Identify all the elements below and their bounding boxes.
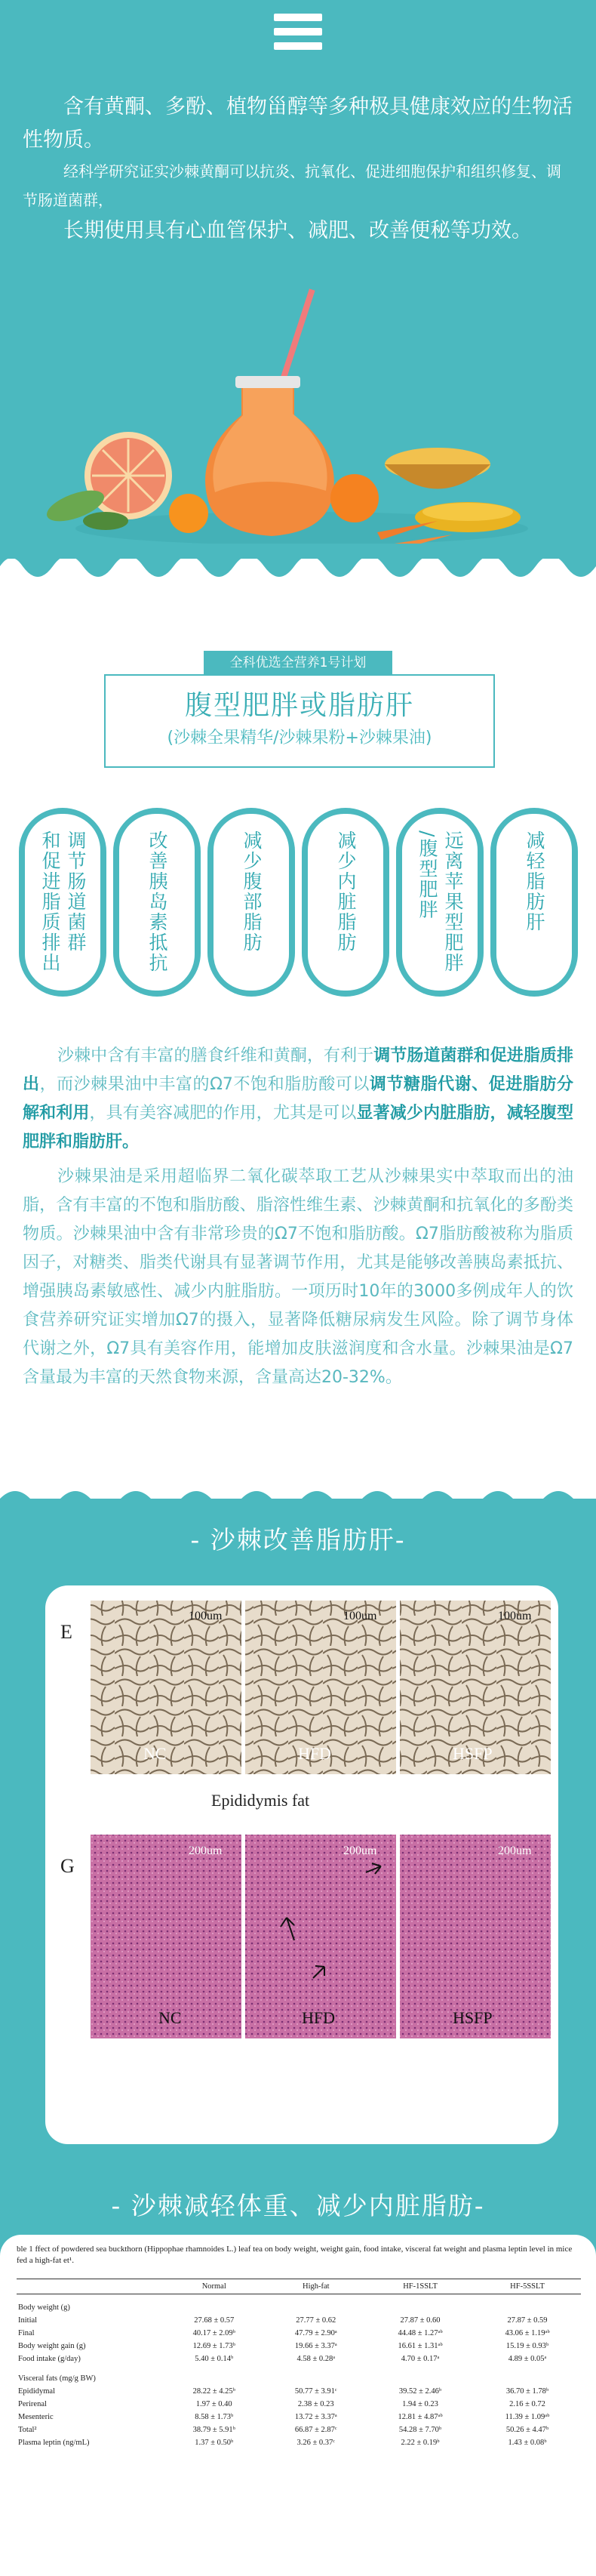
table-cell: Plasma leptin (ng/mL) [18,2439,90,2447]
plan-subtitle: (沙棘全果精华/沙棘果粉+沙棘果油) [167,729,432,747]
table-row [17,2353,581,2365]
table-cell: 2.16 ± 0.72 [509,2400,545,2408]
group-title: Visceral fats (mg/g BW) [18,2374,96,2383]
table-cell: 4.89 ± 0.05ᵃ [508,2355,547,2363]
benefit-pill [19,808,106,997]
table-cell: 27.87 ± 0.60 [400,2316,441,2325]
table-cell: 3.26 ± 0.37ᶜ [296,2439,335,2447]
table-row [17,2340,581,2353]
group-label: HFD [298,1744,332,1763]
article-highlight: 显著减少内脏脂肪，减轻腹型肥胖和脂肪肝。 [23,1104,573,1151]
table-cell: 1.37 ± 0.50ᵇ [195,2439,234,2447]
table-row [17,2314,581,2327]
table-row [17,2398,581,2411]
table-cell: 27.87 ± 0.59 [507,2316,548,2325]
table-cell: 43.06 ± 1.19ᵃᵇ [505,2329,550,2337]
figure-caption: Epididymis fat [211,1791,310,1810]
plan-card [104,674,495,768]
table-cell: 5.40 ± 0.14ᵇ [195,2355,234,2363]
scale-bar-label: 200um [498,1844,532,1857]
scale-bar-label: 200um [189,1844,223,1857]
plan-title: 腹型肥胖或脂肪肝 [184,690,414,721]
benefit-text: /腹型肥胖 [416,830,438,920]
table-cell: 40.17 ± 2.09ᵇ [192,2329,235,2337]
table-row [17,2423,581,2436]
table-cell: 47.79 ± 2.90ᵃ [294,2329,337,2337]
column-header: HF-1SSLT [367,2279,474,2294]
table-cell: 27.77 ± 0.62 [296,2316,336,2325]
benefit-text: 减少内脏脂肪 [335,830,357,953]
intro-text [23,91,573,248]
wave-divider [0,544,596,589]
table-cell: 12.81 ± 4.87ᵃᵇ [398,2413,443,2421]
table-cell: 27.68 ± 0.57 [194,2316,235,2325]
table-group-row [17,2365,581,2385]
benefit-pill [113,808,201,997]
scale-bar-label: 100um [498,1610,532,1622]
study-table [17,2279,581,2449]
table-cell: 13.72 ± 3.37ᵃ [294,2413,337,2421]
column-header [17,2279,163,2294]
group-label: HFD [302,2008,336,2027]
benefit-pill [302,808,389,997]
group-label: HSFP [453,2008,493,2027]
article-text: ，具有美容减肥的作用，尤其是可以 [89,1104,357,1123]
table-cell: 66.87 ± 2.87ᶜ [294,2426,337,2434]
table-cell: Mesenteric [18,2413,54,2421]
table-cell: 28.22 ± 4.25ᵇ [192,2387,235,2396]
table-cell: Food intake (g/day) [18,2355,81,2363]
table-cell: 2.22 ± 0.19ᵇ [401,2439,440,2447]
histology-image [45,1585,558,2144]
table-caption: ble 1 ffect of powdered sea buckthorn (Hippophae rhamnoides L.) leaf tea on body weight, weight gain, food intake, visceral fat weight and plasma leptin level in mice fed a high-fat et¹. [17,2245,573,2265]
benefit-pill [207,808,295,997]
benefit-text: 调节肠道菌群 [65,830,87,953]
benefit-text: 减少腹部脂肪 [241,830,263,953]
table-header-row [17,2279,581,2294]
article-text: 沙棘中含有丰富的膳食纤维和黄酮，有利于 [57,1046,374,1065]
panel-label-e: E [60,1621,72,1643]
hero-section [0,0,596,559]
table-cell: Epididymal [18,2387,55,2396]
table-cell: 4.70 ± 0.17ᵃ [401,2355,440,2363]
table-cell: 1.97 ± 0.40 [195,2400,232,2408]
benefit-pill [490,808,578,997]
table-row [17,2385,581,2398]
intro-line-3: 长期使用具有心血管保护、减肥、改善便秘等功效。 [63,219,532,242]
table-cell: 4.58 ± 0.28ᵃ [296,2355,336,2363]
scale-bar-label: 100um [189,1610,223,1622]
table-group-row [17,2294,581,2315]
scale-bar-label: 200um [343,1844,377,1857]
table-cell: 36.70 ± 1.78ᵇ [505,2387,549,2396]
table-cell: 50.26 ± 4.47ᵇ [505,2426,549,2434]
table-row [17,2436,581,2449]
table-cell: 44.48 ± 1.27ᵃᵇ [398,2329,443,2337]
histology-figure [45,1585,558,2144]
table-cell: Initial [18,2316,38,2325]
study-table-card [0,2235,596,2576]
table-cell: 54.28 ± 7.70ᵇ [398,2426,442,2434]
juice-illustration [45,272,558,559]
table-cell: Total² [18,2426,37,2434]
benefit-text: 和促进脂质排出 [39,830,61,973]
benefit-list [19,808,577,1004]
article-paragraph-1 [23,1042,573,1157]
article-paragraph-2: 沙棘果油是采用超临界二氧化碳萃取工艺从沙棘果实中萃取而出的油脂，含有丰富的不饱和脂肪酸、脂溶性维生素、沙棘黄酮和抗氧化的多酚类物质。沙棘果油中含有非常珍贵的Ω7不饱和脂肪酸。Ω7脂肪酸被称为脂质因子，对糖类、脂类代谢具有显著调节作用，尤其是能够改善胰岛素抵抗、增强胰岛素敏感性、减少内脏脂肪。一项历时10年的3000多例成年人的饮食营养研究证实增加Ω7的摄入，显著降低糖尿病发生风险。除了调节身体代谢之外，Ω7具有美容作用，能增加皮肤滋润度和含水量。沙棘果油是Ω7含量最为丰富的天然食物来源，含量高达20-32%。 [23,1167,573,1387]
table-cell: 16.61 ± 1.31ᵃᵇ [398,2342,443,2350]
panel-label-g: G [60,1855,75,1877]
table-row [17,2411,581,2423]
table-cell: 1.94 ± 0.23 [402,2400,438,2408]
table-cell: Perirenal [18,2400,47,2408]
column-header: HF-5SSLT [474,2279,581,2294]
table-cell: 39.52 ± 2.46ᵇ [398,2387,442,2396]
article-body [23,1042,573,1398]
section-heading-fatty-liver: - 沙棘改善脂肪肝- [190,1525,406,1555]
section-heading-body-weight: - 沙棘减轻体重、减少内脏脂肪- [111,2191,485,2220]
table-cell: Body weight gain (g) [18,2342,86,2350]
benefit-text: 减轻脂肪肝 [524,830,545,932]
article-highlight: 调节肠道菌群和促进脂质排出 [23,1046,573,1094]
menu-icon[interactable] [274,14,322,57]
table-cell: 19.66 ± 3.37ᵃ [294,2342,337,2350]
benefit-text: 远离苹果型肥胖 [442,830,464,973]
article-highlight: 调节糖脂代谢、促进脂肪分解和利用 [23,1075,573,1123]
table-cell: 38.79 ± 5.91ᵇ [192,2426,235,2434]
table-cell: 11.39 ± 1.09ᵃᵇ [505,2413,550,2421]
table-cell: 1.43 ± 0.08ᵇ [508,2439,547,2447]
table-row [17,2327,581,2340]
article-text: ，而沙棘果油中丰富的Ω7不饱和脂肪酸可以 [39,1075,370,1094]
group-label: NC [158,2008,182,2027]
plan-badge: 全科优选全营养1号计划 [204,651,392,675]
table-cell: 15.19 ± 0.93ᵇ [505,2342,549,2350]
column-header: High-fat [265,2279,367,2294]
scale-bar-label: 100um [343,1610,377,1622]
table-cell: 50.77 ± 3.91ᶜ [294,2387,337,2396]
table-cell: 2.38 ± 0.23 [297,2400,334,2408]
column-header: Normal [163,2279,265,2294]
table-cell: 12.69 ± 1.73ᵇ [192,2342,235,2350]
benefit-pill [396,808,484,997]
intro-line-2: 经科学研究证实沙棘黄酮可以抗炎、抗氧化、促进细胞保护和组织修复、调节肠道菌群， [23,162,561,209]
group-label: HSFP [453,1744,493,1763]
table-cell: Final [18,2329,35,2337]
group-label: NC [143,1744,167,1763]
intro-line-1: 含有黄酮、多酚、植物甾醇等多种极具健康效应的生物活性物质。 [23,95,573,152]
benefit-text: 改善胰岛素抵抗 [146,830,168,973]
group-title: Body weight (g) [18,2303,70,2312]
table-cell: 8.58 ± 1.73ᵇ [195,2413,234,2421]
